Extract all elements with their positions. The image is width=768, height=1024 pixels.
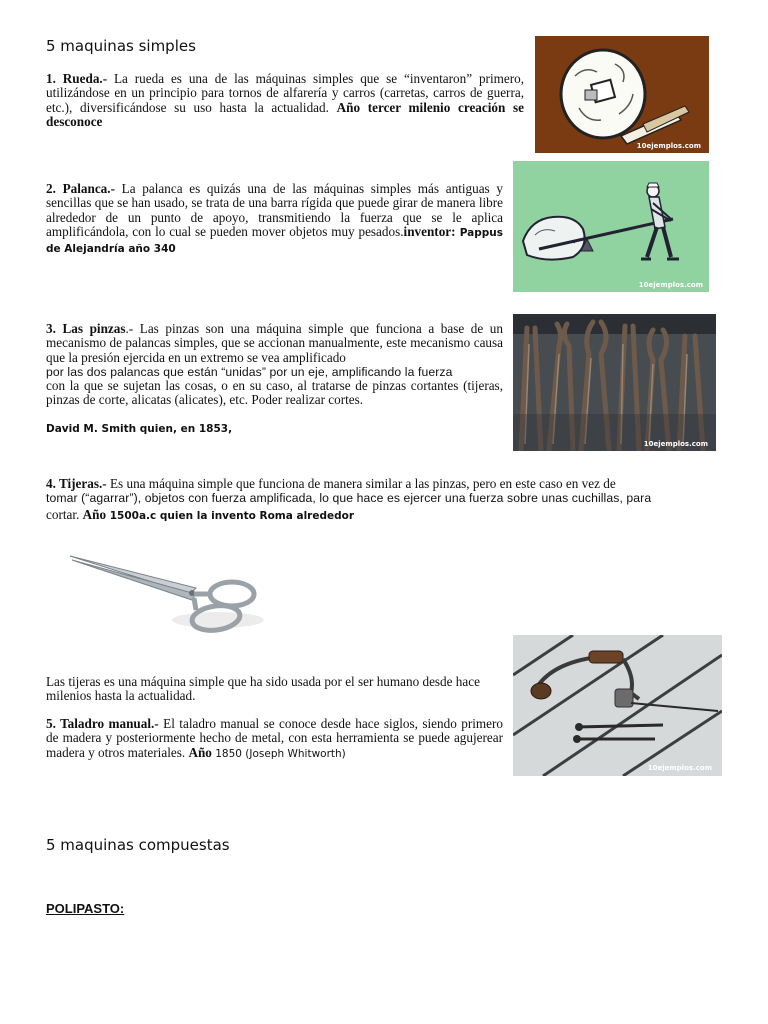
section-tijeras (46, 477, 723, 491)
section-taladro-text: El taladro manual se conoce desde hace siglos, siendo primero de madera y posteriormente hecho de metal, con esta herramienta se puede agujerear madera y otros materiales. (46, 716, 503, 760)
section-rueda-year: Año tercer milenio creación se desconoce (46, 99, 524, 130)
section-palanca-heading: 2. Palanca.- (46, 181, 115, 196)
section-pinzas-line: por las dos palancas que están “unidas” por un eje, amplificando la fuerza (46, 365, 453, 379)
section-pinzas-heading: 3. Las pinzas (46, 321, 126, 336)
page-title: 5 maquinas simples (46, 37, 196, 55)
section-rueda (46, 72, 524, 130)
scissors-image (46, 540, 284, 646)
drill-image (513, 635, 722, 776)
watermark-label: 10ejemplos.com (643, 440, 708, 448)
section-pinzas-text: .- Las pinzas son una máquina simple que funciona a base de un mecanismo de palancas simples, que se accionan manualmente, este mecanismo causa que la presión ejercida en un extremo se vea amplificado (46, 321, 503, 365)
section-taladro-inventor: 1850 (Joseph Whitworth) (211, 747, 346, 760)
section-tijeras-text: Es una máquina simple que funciona de manera similar a las pinzas, pero en este caso en vez de (106, 476, 616, 491)
section-palanca-inventor: inventor: (403, 224, 456, 240)
pliers-image (513, 314, 716, 451)
section-tijeras-text3: cortar. (46, 507, 83, 522)
section-palanca (46, 182, 503, 256)
wheel-image (535, 36, 709, 153)
watermark-label: 10ejemplos.com (638, 281, 703, 289)
watermark-label: 10ejemplos.com (647, 764, 712, 772)
section-taladro (46, 717, 503, 761)
section-pinzas-inventor: David M. Smith quien, en 1853, (46, 423, 233, 435)
section-tijeras-year: Año (82, 507, 107, 522)
section-rueda-heading: 1. Rueda.- (46, 71, 108, 86)
section-rueda-text: La rueda es una de las máquinas simples que se “inventaron” primero, utilizándose en un principio para tornos de alfarería y carros (carretas, carros de guerra, etc.), diversificándose su uso hasta la actualidad. (46, 71, 525, 115)
compound-title: 5 maquinas compuestas (46, 836, 230, 854)
section-taladro-year: Año (188, 744, 212, 760)
watermark-label: 10ejemplos.com (636, 142, 701, 150)
section-tijeras-cont (46, 508, 723, 523)
section-palanca-text: La palanca es quizás una de las máquinas simples más antiguas y sencillas que se han usado, se trata de una barra rígida que puede girar de manera libre alrededor de un punto de apoyo, transmitiendo la fuerza que se le aplica amplificándola, con lo cual se pueden mover objetos muy pesados. (46, 181, 503, 240)
section-pinzas (46, 322, 503, 365)
section-pinzas-cont: con la que se sujetan las cosas, o en su caso, al tratarse de pinzas cortantes (tijeras, pinzas de corte, alicatas (alicates), etc. Poder realizar cortes. (46, 378, 503, 408)
section-palanca-inventor-name: Pappus de Alejandría año 340 (46, 227, 503, 255)
lever-image (513, 161, 709, 292)
section-taladro-heading: 5. Taladro manual.- (46, 716, 159, 731)
section-tijeras-line: tomar (“agarrar”), objetos con fuerza amplificada, lo que hace es ejercer una fuerza sobre unas cuchillas, para (46, 491, 652, 505)
section-tijeras-inventor: 1500a.c quien la invento Roma alrededor (106, 510, 355, 522)
section-tijeras-heading: 4. Tijeras.- (46, 476, 107, 491)
tijeras-note: Las tijeras es una máquina simple que ha sido usada por el ser humano desde hace milenios hasta la actualidad. (46, 674, 480, 704)
polipasto-heading: POLIPASTO: (46, 901, 125, 916)
